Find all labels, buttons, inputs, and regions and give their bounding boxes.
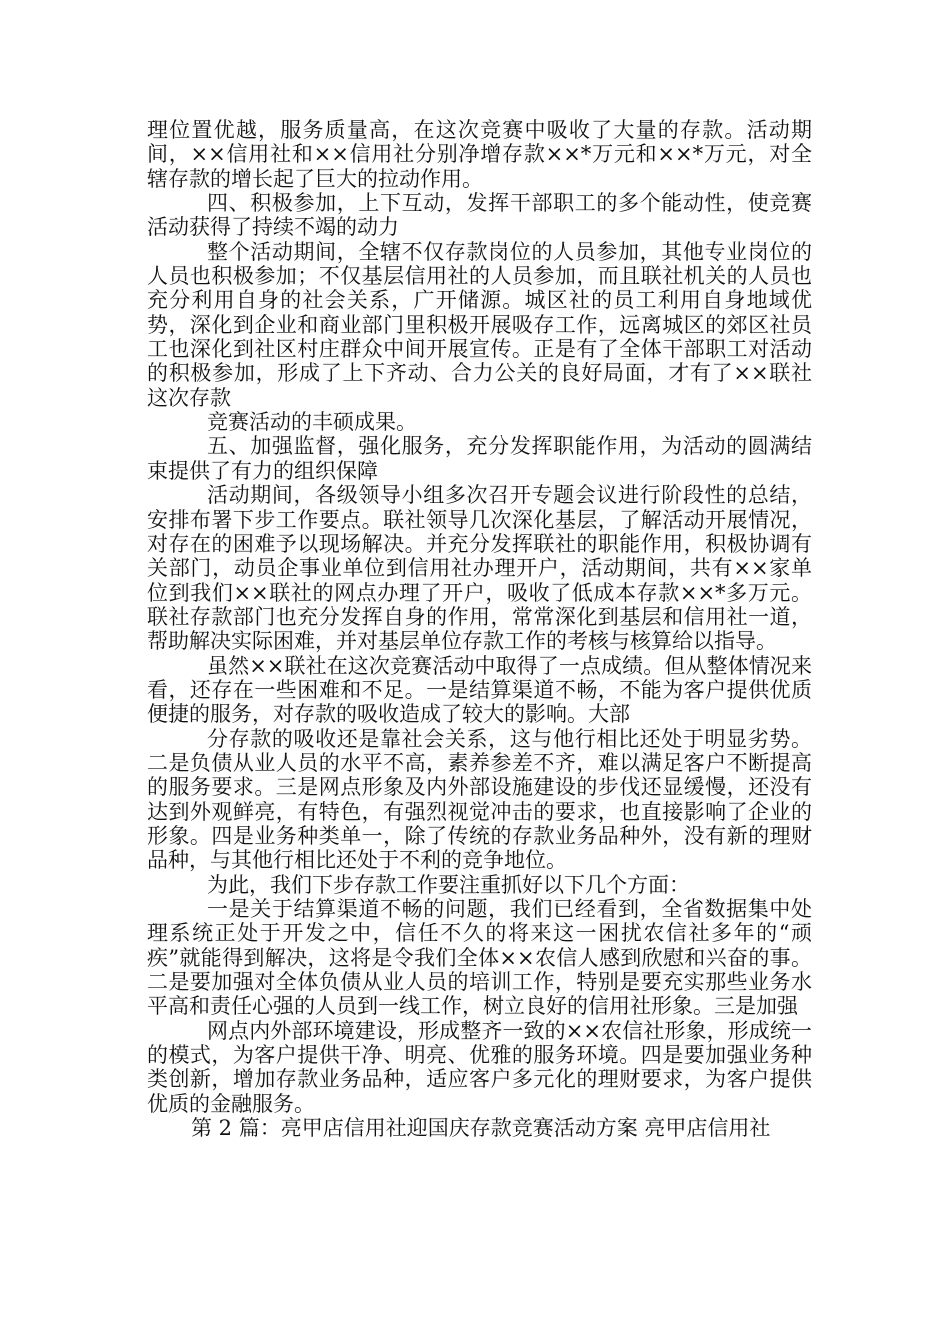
paragraph-next-steps-cont: 网点内外部环境建设，形成整齐一致的××农信社形象，形成统一的模式，为客户提供干净、明亮、优雅的服务环境。四是要加强业务种类创新，增加存款业务品种，适应客户多元化的理财要求，为客户提供优质的金融服务。 — [147, 1018, 812, 1116]
paragraph-next-steps: 一是关于结算渠道不畅的问题，我们已经看到，全省数据集中处理系统正处于开发之中，信任不久的将来这一困扰农信社多年的“顽疾”就能得到解决，这将是令我们全体××农信人感到欣慰和兴奋的事。二是要加强对全体负债从业人员的培训工作，特别是要充实那些业务水平高和责任心强的人员到一线工作，树立良好的信用社形象。三是加强 — [147, 897, 812, 1019]
paragraph-supervision: 活动期间，各级领导小组多次召开专题会议进行阶段性的总结，安排布署下步工作要点。联社领导几次深化基层，了解活动开展情况，对存在的困难予以现场解决。并充分发挥联社的职能作用，积极协调有关部门，动员企事业单位到信用社办理开户，活动期间，共有××家单位到我们××联社的网点办理了开户，吸收了低成本存款××*多万元。联社存款部门也充分发挥自身的作用，常常深化到基层和信用社一道，帮助解决实际困难，并对基层单位存款工作的考核与核算给以指导。 — [147, 483, 812, 654]
next-article-title: 第 2 篇：亮甲店信用社迎国庆存款竞赛活动方案 亮甲店信用社 — [191, 1116, 771, 1141]
document-body — [147, 118, 812, 1140]
paragraph-participation: 整个活动期间，全辖不仅存款岗位的人员参加，其他专业岗位的人员也积极参加；不仅基层信用社的人员参加，而且联社机关的人员也充分利用自身的社会关系，广开储源。城区社的员工利用自身地域优势，深化到企业和商业部门里积极开展吸存工作，远离城区的郊区社员工也深化到社区村庄群众中间开展宣传。正是有了全体干部职工对活动的积极参加，形成了上下齐动、合力公关的良好局面，才有了××联社这次存款 — [147, 239, 812, 410]
paragraph-shortcomings-cont: 分存款的吸收还是靠社会关系，这与他行相比还处于明显劣势。二是负债从业人员的水平不高，素养参差不齐，难以满足客户不断提高的服务要求。三是网点形象及内外部设施建设的步伐还显缓慢，还没有达到外观鲜亮，有特色，有强烈视觉冲击的要求，也直接影响了企业的形象。四是业务种类单一，除了传统的存款业务品种外，没有新的理财品种，与其他行相比还处于不利的竞争地位。 — [147, 726, 812, 873]
paragraph-continuation: 理位置优越，服务质量高，在这次竞赛中吸收了大量的存款。活动期间，××信用社和××信用社分别净增存款××*万元和××*万元，对全辖存款的增长起了巨大的拉动作用。 — [147, 118, 812, 191]
section-heading-5: 五、加强监督，强化服务，充分发挥职能作用，为活动的圆满结束提供了有力的组织保障 — [147, 434, 812, 483]
section-heading-4: 四、积极参加，上下互动，发挥干部职工的多个能动性，使竞赛活动获得了持续不竭的动力 — [147, 191, 812, 240]
paragraph-shortcomings: 虽然××联社在这次竞赛活动中取得了一点成绩。但从整体情况来看，还存在一些困难和不足。一是结算渠道不畅，不能为客户提供优质便捷的服务，对存款的吸收造成了较大的影响。大部 — [147, 653, 812, 727]
paragraph-results: 竞赛活动的丰硕成果。 — [207, 410, 417, 435]
paragraph-next-steps-intro: 为此，我们下步存款工作要注重抓好以下几个方面： — [207, 872, 690, 897]
